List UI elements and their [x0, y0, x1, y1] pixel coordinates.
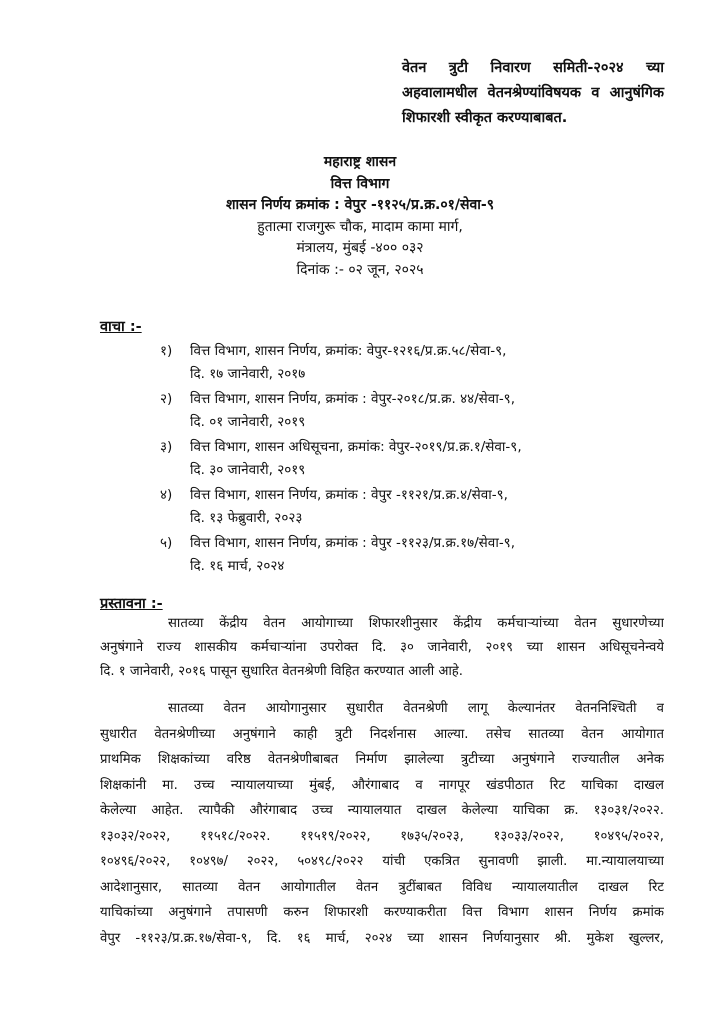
reference-number: ५) [160, 535, 173, 551]
reference-text: वित्त विभाग, शासन निर्णय, क्रमांक : वेपुर -११२३/प्र.क्र.१७/सेवा-९, [190, 535, 515, 551]
reference-number: २) [160, 391, 173, 407]
reference-text: वित्त विभाग, शासन निर्णय, क्रमांक: वेपुर-१२१६/प्र.क्र.५८/सेवा-९, [190, 343, 507, 359]
address-line: हुतात्मा राजगुरू चौक, मादाम कामा मार्ग, [257, 218, 463, 235]
paragraph-line: सातव्या केंद्रीय वेतन आयोगाच्या शिफारशीनुसार केंद्रीय कर्मचाऱ्यांच्या वेतन सुधारणेच्या [168, 616, 664, 631]
paragraph-line: १३०३२/२०२२, ११५१८/२०२२. ११५१९/२०२२, १७३५/२०२३, १३०३३/२०२२, १०४९५/२०२२, [100, 828, 664, 844]
reference-list [0, 340, 724, 580]
document-date: दिनांक :- ०२ जून, २०२५ [296, 261, 424, 278]
reference-item [0, 340, 724, 388]
preamble-heading: प्रस्तावना :- [100, 596, 163, 612]
reference-item [0, 388, 724, 436]
reference-number: ४) [160, 487, 173, 503]
reference-date: दि. १७ जानेवारी, २०१७ [190, 366, 306, 382]
reference-text: वित्त विभाग, शासन निर्णय, क्रमांक : वेपुर-२०१८/प्र.क्र. ४४/सेवा-९, [190, 391, 515, 407]
reference-date: दि. १६ मार्च, २०२४ [190, 558, 285, 574]
paragraph-line: केलेल्या आहेत. त्यापैकी औरंगाबाद उच्च न्यायालयात दाखल केलेल्या याचिका क्र. १३०३१/२०२२. [100, 803, 664, 818]
department-name: वित्त विभाग [330, 175, 390, 192]
paragraph-line: १०४९६/२०२२, १०४९७/ २०२२, ५०४९८/२०२२ यांची एकत्रित सुनावणी झाली. मा.न्यायालयाच्या [100, 854, 664, 869]
reference-date: दि. ०१ जानेवारी, २०१९ [190, 414, 306, 430]
subject-text: वेतन त्रुटी निवारण समिती-२०२४ च्या अहवालामधील वेतनश्रेण्यांविषयक व आनुषंगिक शिफारशी स्वीकृत करण्याबाबत. [402, 60, 664, 126]
reference-text: वित्त विभाग, शासन अधिसूचना, क्रमांक: वेपुर-२०१९/प्र.क्र.१/सेवा-९, [190, 439, 522, 455]
reference-number: ३) [160, 439, 173, 455]
reference-item [0, 532, 724, 580]
address-line: मंत्रालय, मुंबई -४०० ०३२ [296, 240, 424, 256]
paragraph-line: याचिकांच्या अनुषंगाने तपासणी करुन शिफारशी करण्याकरीता वित्त विभाग शासन निर्णय क्रमांक [100, 905, 664, 920]
reference-date: दि. ३० जानेवारी, २०१९ [190, 462, 306, 478]
reference-number: १) [160, 343, 173, 359]
paragraph-line: आदेशानुसार, सातव्या वेतन आयोगातील वेतन त्रुटींबाबत विविध न्यायालयातील दाखल रिट [100, 879, 664, 895]
paragraph-line: सातव्या वेतन आयोगानुसार सुधारीत वेतनश्रेणी लागू केल्यानंतर वेतननिश्चिती व [168, 701, 664, 716]
preamble-paragraph-2 [100, 696, 664, 951]
paragraph-line: वेपुर -११२३/प्र.क्र.१७/सेवा-९, दि. १६ मार्च, २०२४ च्या शासन निर्णयानुसार श्री. मुकेश खुल्लर, [100, 930, 664, 946]
reference-item [0, 436, 724, 484]
paragraph-line: प्राथमिक शिक्षकांच्या वरिष्ठ वेतनश्रेणीबाबत निर्माण झालेल्या त्रुटीच्या अनुषंगाने राज्यातील अनेक [100, 752, 664, 767]
paragraph-line: सुधारीत वेतनश्रेणीच्या अनुषंगाने काही त्रुटी निदर्शनास आल्या. तसेच सातव्या वेतन आयोगात [100, 726, 664, 742]
read-heading: वाचा :- [100, 319, 142, 335]
reference-date: दि. १३ फेब्रुवारी, २०२३ [190, 510, 303, 526]
paragraph-line: शिक्षकांनी मा. उच्च न्यायालयाच्या मुंबई, औरंगाबाद व नागपूर खंडपीठात रिट याचिका दाखल [100, 777, 664, 793]
reference-text: वित्त विभाग, शासन निर्णय, क्रमांक : वेपुर -११२१/प्र.क्र.४/सेवा-९, [190, 487, 508, 503]
document-header [200, 152, 520, 281]
reference-item [0, 484, 724, 532]
paragraph-line: अनुषंगाने राज्य शासकीय कर्मचाऱ्यांना उपरोक्त दि. ३० जानेवारी, २०१९ च्या शासन अधिसूचनेन्वये [100, 640, 664, 655]
paragraph-line: दि. १ जानेवारी, २०१६ पासून सुधारित वेतनश्रेणी विहित करण्यात आली आहे. [100, 664, 464, 679]
government-name: महाराष्ट्र शासन [323, 154, 397, 170]
gr-number: शासन निर्णय क्रमांक : वेपुर -११२५/प्र.क्र.०१/सेवा-९ [226, 197, 494, 213]
preamble-paragraph-1 [100, 612, 664, 684]
